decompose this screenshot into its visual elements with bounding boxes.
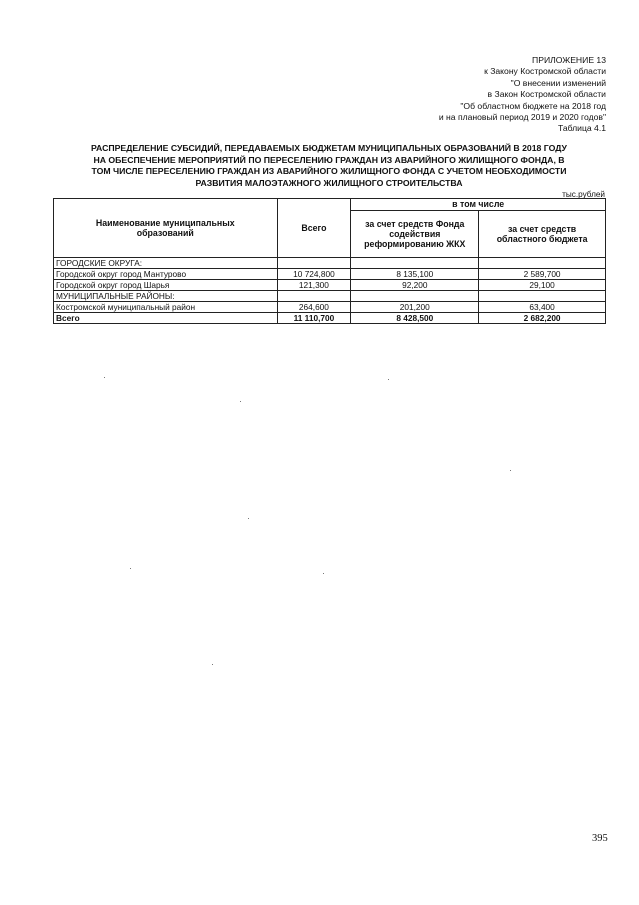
- header-total: Всего: [277, 199, 351, 258]
- header-including: в том числе: [351, 199, 606, 211]
- row-name: МУНИЦИПАЛЬНЫЕ РАЙОНЫ:: [54, 291, 278, 302]
- total-row: [54, 313, 606, 324]
- scan-speck: [104, 377, 105, 378]
- row-total: [277, 291, 351, 302]
- table-row: [54, 302, 606, 313]
- scan-speck: [212, 664, 213, 665]
- scan-speck: [510, 470, 511, 471]
- header-fund: за счет средств Фонда содействия реформированию ЖКХ: [351, 211, 479, 258]
- row-total: 264,600: [277, 302, 351, 313]
- row-regional: 63,400: [479, 302, 606, 313]
- header-row: [54, 199, 606, 211]
- scan-speck: [248, 518, 249, 519]
- appendix-line: ПРИЛОЖЕНИЕ 13: [532, 55, 606, 65]
- row-fund: 92,200: [351, 280, 479, 291]
- page-number: 395: [592, 833, 608, 844]
- row-name: ГОРОДСКИЕ ОКРУГА:: [54, 258, 278, 269]
- title-line: НА ОБЕСПЕЧЕНИЕ МЕРОПРИЯТИЙ ПО ПЕРЕСЕЛЕНИЮ ГРАЖДАН ИЗ АВАРИЙНОГО ЖИЛИЩНОГО ФОНДА, В: [93, 154, 565, 165]
- total-name: Всего: [54, 313, 278, 324]
- row-regional: [479, 291, 606, 302]
- appendix-line: "О внесении изменений: [510, 77, 606, 88]
- row-fund: [351, 291, 479, 302]
- row-name: Костромской муниципальный район: [54, 302, 278, 313]
- scan-speck: [388, 379, 389, 380]
- table-row: [54, 291, 606, 302]
- row-total: 10 724,800: [277, 269, 351, 280]
- subsidy-table: [53, 198, 606, 324]
- row-regional: 2 589,700: [479, 269, 606, 280]
- row-total: 121,300: [277, 280, 351, 291]
- total-fund: 8 428,500: [351, 313, 479, 324]
- table-row: [54, 269, 606, 280]
- appendix-line: "Об областном бюджете на 2018 год: [460, 100, 606, 111]
- total-regional: 2 682,200: [479, 313, 606, 324]
- table-row: [54, 280, 606, 291]
- scan-speck: [240, 401, 241, 402]
- row-name: Городской округ город Мантурово: [54, 269, 278, 280]
- row-total: [277, 258, 351, 269]
- appendix-line: к Закону Костромской области: [484, 66, 606, 77]
- scan-speck: [323, 573, 324, 574]
- row-regional: 29,100: [479, 280, 606, 291]
- title-line: РАЗВИТИЯ МАЛОЭТАЖНОГО ЖИЛИЩНОГО СТРОИТЕЛЬСТВА: [195, 177, 463, 188]
- total-total: 11 110,700: [277, 313, 351, 324]
- row-regional: [479, 258, 606, 269]
- table-number: Таблица 4.1: [557, 123, 606, 134]
- header-name: Наименование муниципальных образований: [54, 199, 278, 258]
- row-fund: 201,200: [351, 302, 479, 313]
- title-line: РАСПРЕДЕЛЕНИЕ СУБСИДИЙ, ПЕРЕДАВАЕМЫХ БЮДЖЕТАМ МУНИЦИПАЛЬНЫХ ОБРАЗОВАНИЙ В 2018 ГОДУ: [91, 143, 567, 153]
- title-line: ТОМ ЧИСЛЕ ПЕРЕСЕЛЕНИЮ ГРАЖДАН ИЗ АВАРИЙНОГО ЖИЛИЩНОГО ФОНДА С УЧЕТОМ НЕОБХОДИМОСТИ: [91, 166, 567, 177]
- appendix-line: и на плановый период 2019 и 2020 годов": [438, 112, 606, 123]
- scan-speck: [130, 568, 131, 569]
- row-name: Городской округ город Шарья: [54, 280, 278, 291]
- appendix-line: в Закон Костромской области: [487, 89, 606, 100]
- header-regional: за счет средств областного бюджета: [479, 211, 606, 258]
- row-fund: 8 135,100: [351, 269, 479, 280]
- units-label: тыс.рублей: [562, 190, 605, 199]
- table-row: [54, 258, 606, 269]
- document-title: [60, 143, 598, 189]
- appendix-header: [276, 55, 606, 135]
- row-fund: [351, 258, 479, 269]
